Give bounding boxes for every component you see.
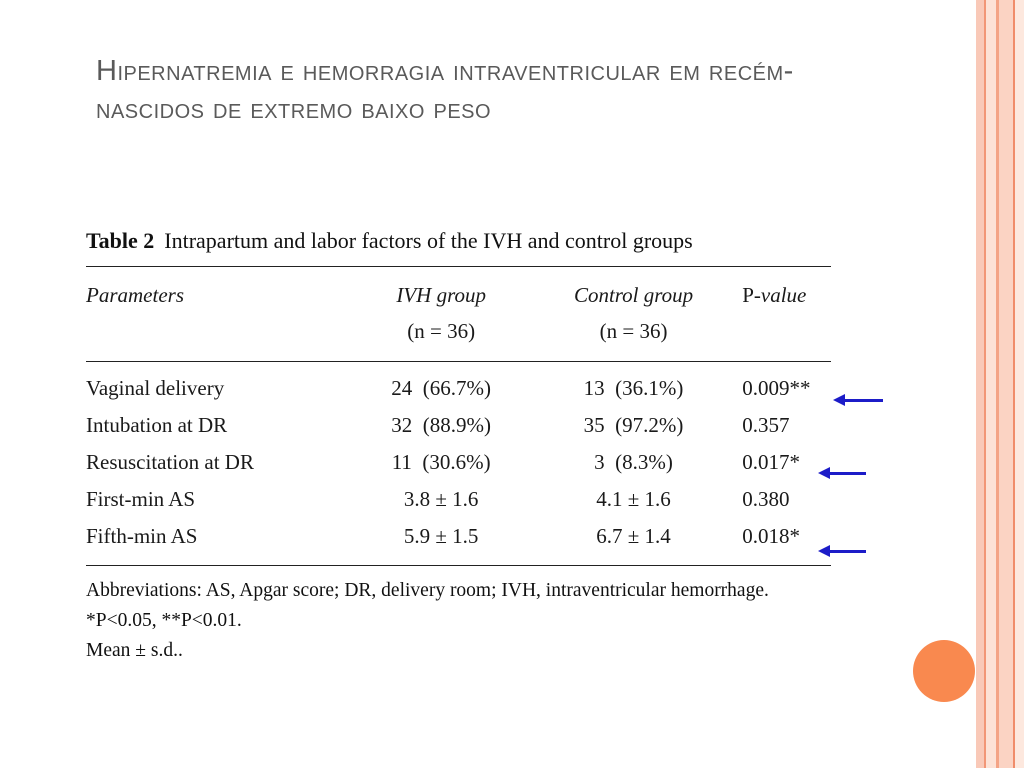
table-figure — [86, 228, 831, 666]
ivh-n: (n = 36) — [407, 319, 476, 343]
ivh-cell: 11 (30.6%) — [391, 450, 491, 474]
footnote-abbreviations: Abbreviations: AS, Apgar score; DR, delivery room; IVH, intraventricular hemorrhage. — [86, 580, 769, 601]
table-row — [86, 524, 831, 561]
footnote-mean-sd: Mean ± s.d.. — [86, 640, 183, 661]
pvalue-cell: 0.017* — [742, 450, 800, 474]
col-header-parameters: Parameters — [86, 283, 184, 307]
table-row — [86, 487, 831, 524]
left-arrow-icon — [828, 550, 866, 553]
left-arrow-icon — [828, 472, 866, 475]
stripe — [976, 0, 984, 768]
decorative-stripes — [976, 0, 1024, 768]
pvalue-prefix: P- — [742, 283, 761, 307]
stripe — [999, 0, 1013, 768]
pvalue-cell: 0.380 — [742, 487, 790, 511]
ivh-cell: 24 (66.7%) — [391, 376, 492, 400]
table-label: Table 2 — [86, 228, 155, 253]
table-row — [86, 376, 831, 413]
control-cell: 6.7 ± 1.4 — [596, 524, 671, 548]
pvalue-cell: 0.018* — [742, 524, 800, 548]
control-cell: 35 (97.2%) — [583, 413, 684, 437]
table-caption-text: Intrapartum and labor factors of the IVH and control groups — [164, 228, 693, 253]
control-cell: 4.1 ± 1.6 — [596, 487, 671, 511]
pvalue-cell: 0.357 — [742, 413, 790, 437]
control-cell: 3 (8.3%) — [594, 450, 673, 474]
table-footnotes — [86, 576, 831, 666]
control-cell: 13 (36.1%) — [583, 376, 684, 400]
bottom-rule — [86, 565, 831, 566]
param-cell: Vaginal delivery — [86, 376, 225, 400]
accent-circle — [913, 640, 975, 702]
table-row — [86, 450, 831, 487]
param-cell: Fifth-min AS — [86, 524, 198, 548]
stripe — [1015, 0, 1024, 768]
control-n: (n = 36) — [599, 319, 668, 343]
left-arrow-icon — [843, 399, 883, 402]
header-row — [86, 267, 831, 319]
param-cell: First-min AS — [86, 487, 196, 511]
header-row-n — [86, 319, 831, 361]
table-row — [86, 413, 831, 450]
col-header-control: Control group — [573, 283, 694, 307]
param-cell: Intubation at DR — [86, 413, 228, 437]
col-header-ivh: IVH group — [396, 283, 486, 307]
param-cell: Resuscitation at DR — [86, 450, 254, 474]
slide-title: Hipernatremia e hemorragia intraventricular em recém-nascidos de extremo baixo peso — [96, 55, 794, 125]
col-header-pvalue — [732, 283, 831, 308]
pvalue-word: value — [760, 283, 807, 307]
ivh-cell: 32 (88.9%) — [391, 413, 492, 437]
table-body — [86, 362, 831, 565]
footnote-significance: *P<0.05, **P<0.01. — [86, 610, 242, 631]
pvalue-cell: 0.009** — [742, 376, 811, 400]
stripe — [986, 0, 996, 768]
table-caption — [86, 228, 831, 254]
ivh-cell: 5.9 ± 1.5 — [403, 524, 479, 548]
ivh-cell: 3.8 ± 1.6 — [403, 487, 479, 511]
